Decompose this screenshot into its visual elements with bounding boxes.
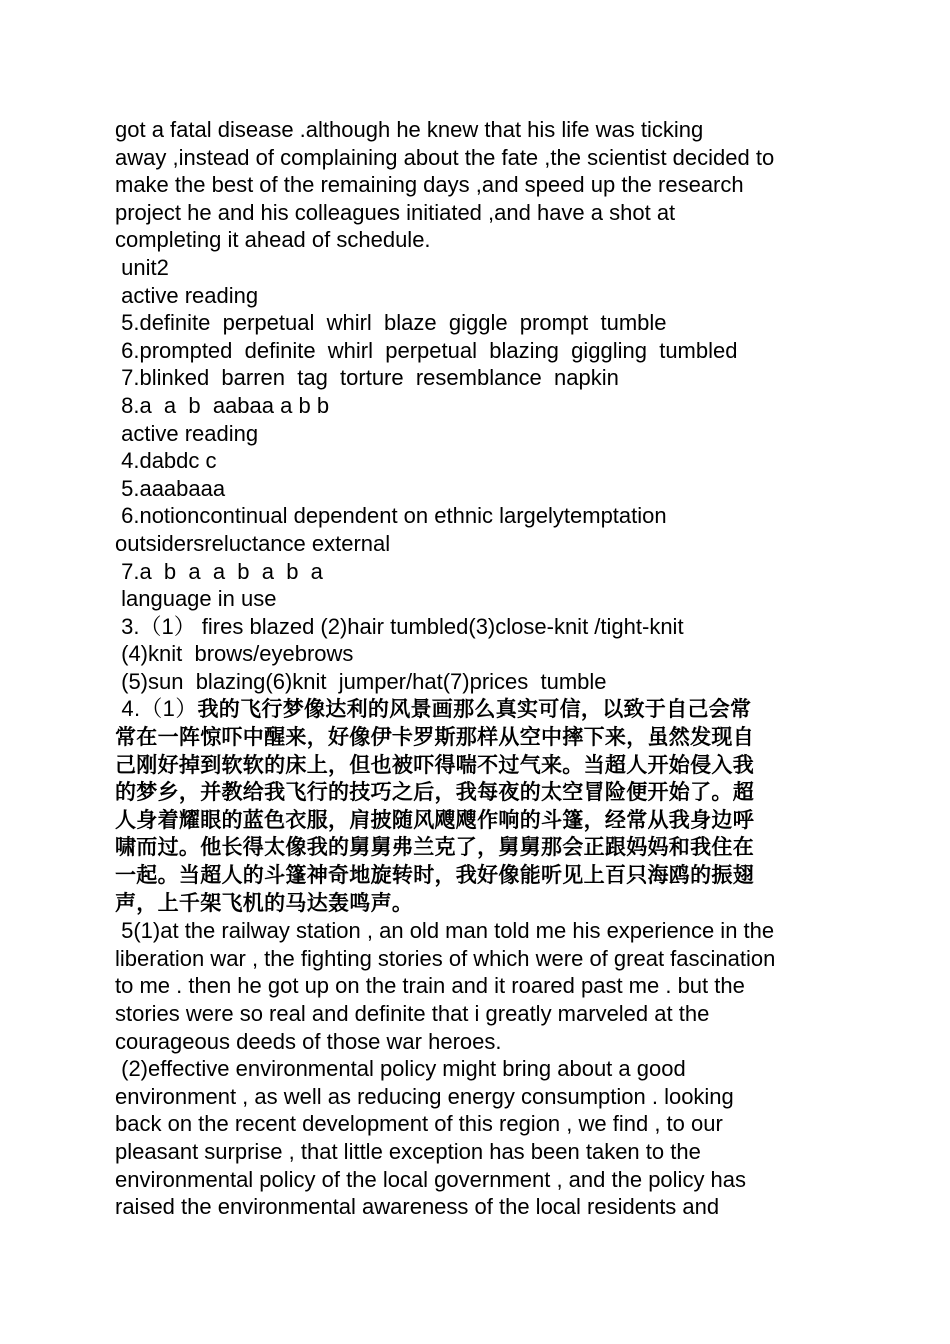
text-line: completing it ahead of schedule. (115, 227, 431, 253)
text-line: liberation war , the fighting stories of which were of great fascination (115, 945, 776, 971)
translation-line: 己刚好掉到软软的床上，但也被吓得喘不过气来。当超人开始侵入我 (115, 752, 754, 777)
answer-item: 6.notioncontinual dependent on ethnic largelytemptation (115, 503, 667, 529)
translation-text: 我的飞行梦像达利的风景画那么真实可信，以致于自己会常 (197, 697, 752, 722)
text-line: project he and his colleagues initiated ,and have a shot at (115, 199, 676, 225)
text-line: environmental policy of the local government , and the policy has (115, 1166, 747, 1192)
answer-item: 5.aaabaaa (115, 475, 226, 501)
translation-line: 一起。当超人的斗篷神奇地旋转时，我好像能听见上百只海鸥的振翅 (115, 863, 754, 888)
text-line: 5(1)at the railway station , an old man told me his experience in the (115, 918, 775, 944)
unit-heading: unit2 (115, 254, 169, 280)
answer-item: 4.dabdc c (115, 448, 217, 474)
translation-paragraph (115, 695, 845, 917)
text-line: raised the environmental awareness of the local residents and (115, 1194, 720, 1220)
text-line: back on the recent development of this region , we find , to our (115, 1111, 723, 1137)
section-heading: language in use (115, 586, 277, 612)
text-line: pleasant surprise , that little exception has been taken to the (115, 1138, 701, 1164)
answer-item: outsidersreluctance external (115, 530, 391, 556)
section-heading: active reading (115, 282, 259, 308)
translation-line: 人身着耀眼的蓝色衣服，肩披随风飕飕作响的斗篷，经常从我身边呼 (115, 807, 754, 832)
translation-line: 声，上千架飞机的马达轰鸣声。 (115, 890, 414, 915)
paragraph-item-5-1 (115, 917, 845, 1055)
translation-line: 啸而过。他长得太像我的舅舅弗兰克了，舅舅那会正跟妈妈和我住在 (115, 835, 754, 860)
answer-list (115, 613, 845, 696)
answer-item: (4)knit brows/eyebrows (115, 641, 354, 667)
document-page (115, 116, 845, 1221)
answer-item: 3.（1） fires blazed (2)hair tumbled(3)close-knit /tight-knit (115, 613, 684, 639)
text-line: got a fatal disease .although he knew that his life was ticking (115, 117, 704, 142)
text-line: courageous deeds of those war heroes. (115, 1028, 502, 1054)
text-line: make the best of the remaining days ,and speed up the research (115, 172, 744, 198)
text-line: stories were so real and definite that i greatly marveled at the (115, 1001, 710, 1026)
answer-list (115, 309, 845, 419)
answer-item: 5.definite perpetual whirl blaze giggle prompt tumble (115, 310, 667, 336)
answer-item: 7.blinked barren tag torture resemblance napkin (115, 365, 619, 391)
translation-line (115, 695, 845, 724)
paragraph-item-5-2 (115, 1055, 845, 1221)
answer-item: 7.a b a a b a b a (115, 558, 323, 584)
answer-item: 8.a a b aabaa a b b (115, 392, 330, 418)
answer-list (115, 447, 845, 585)
text-line: environment , as well as reducing energy consumption . looking (115, 1083, 734, 1109)
continuation-paragraph (115, 116, 845, 254)
section-heading: active reading (115, 420, 259, 446)
answer-item: 6.prompted definite whirl perpetual blazing giggling tumbled (115, 337, 738, 363)
text-line: (2)effective environmental policy might bring about a good (115, 1056, 686, 1082)
answer-item: (5)sun blazing(6)knit jumper/hat(7)prices tumble (115, 668, 607, 694)
translation-line: 的梦乡，并教给我飞行的技巧之后，我每夜的太空冒险便开始了。超 (115, 780, 754, 805)
item-number: 4.（1） (115, 696, 198, 722)
text-line: to me . then he got up on the train and it roared past me . but the (115, 973, 745, 999)
text-line: away ,instead of complaining about the fate ,the scientist decided to (115, 144, 775, 170)
translation-line: 常在一阵惊吓中醒来，好像伊卡罗斯那样从空中摔下来，虽然发现自 (115, 725, 754, 750)
